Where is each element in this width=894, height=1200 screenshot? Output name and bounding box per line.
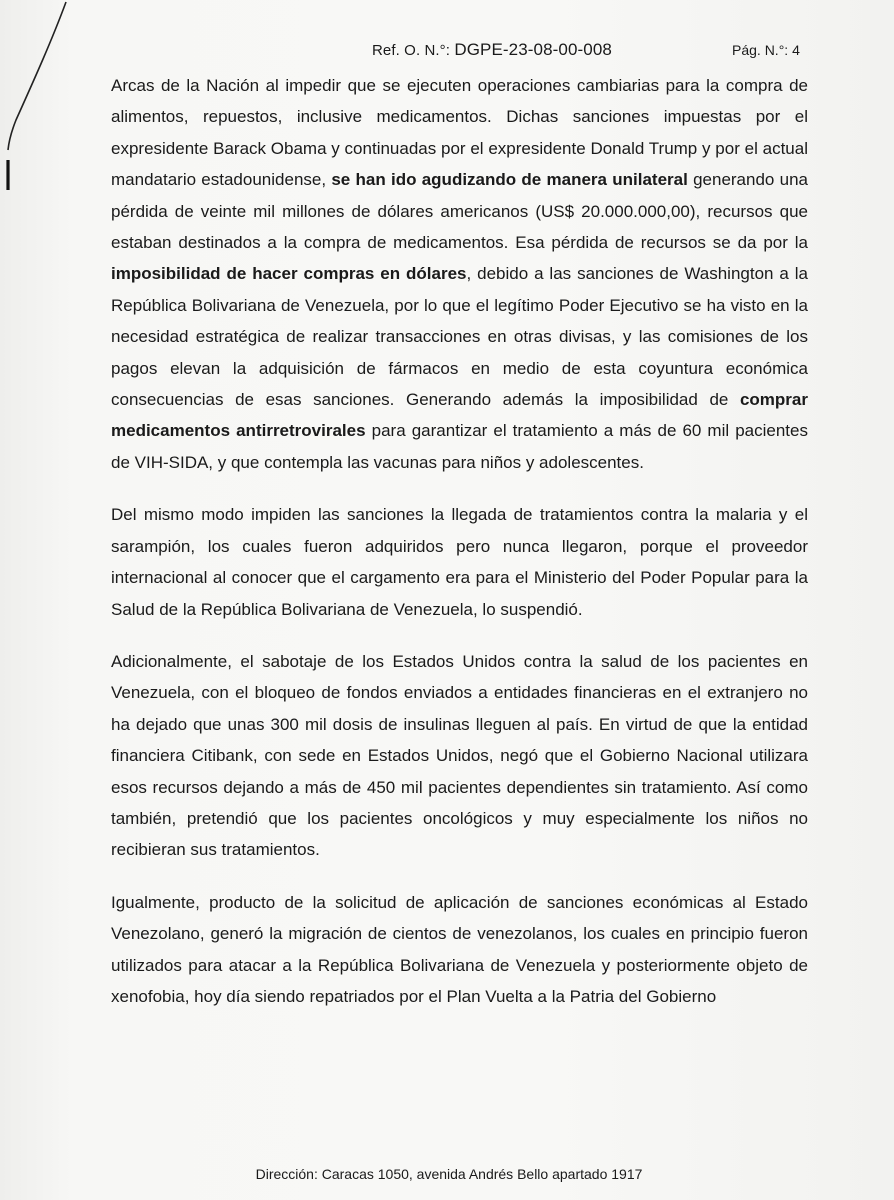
paragraph-text: Adicionalmente, el sabotaje de los Estados Unidos contra la salud de los pacientes en Venezuela, con el bloqueo de fondos enviados a entidades financieras en el extranjero no ha dejado que unas 300 mil dosis de insulinas lleguen al país. En virtud de que la entidad financiera Citibank, con sede en Estados Unidos, negó que el Gobierno Nacional utilizara esos recursos dejando a más de 450 mil pacientes dependientes sin tratamiento. Así como también, pretendió que los pacientes oncológicos y muy especialmente los niños no recibieran sus tratamientos. — [111, 651, 808, 860]
paragraph-text: Del mismo modo impiden las sanciones la llegada de tratamientos contra la malaria y el sarampión, los cuales fueron adquiridos pero nunca llegaron, porque el proveedor internacional al conocer que el cargamento era para el Ministerio del Poder Popular para la Salud de la República Bolivariana de Venezuela, lo suspendió. — [111, 505, 808, 619]
paragraph-4 — [111, 887, 808, 1013]
reference-label: Ref. O. N.°: — [372, 42, 451, 59]
reference-code: DGPE-23-08-00-008 — [454, 40, 612, 59]
handwritten-margin-mark — [0, 0, 80, 200]
bold-emphasis: se han ido agudizando de manera unilateral — [331, 170, 688, 190]
paragraph-text: para garantizar el tratamiento a más de 60 mil pacientes de VIH-SIDA, y que contempla las vacunas para niños y adolescentes. — [111, 421, 808, 472]
paragraph-text: Igualmente, producto de la solicitud de aplicación de sanciones económicas al Estado Venezolano, generó la migración de cientos de venezolanos, los cuales en principio fueron utilizados para atacar a la República Bolivariana de Venezuela y posteriormente objeto de xenofobia, hoy día siendo repatriados por el Plan Vuelta a la Patria del Gobierno — [111, 892, 808, 1006]
paragraph-1 — [111, 70, 808, 478]
paragraph-3 — [111, 646, 808, 866]
page-number: Pág. N.°: 4 — [732, 42, 800, 58]
bold-emphasis: imposibilidad de hacer compras en dólares — [111, 264, 467, 284]
paragraph-text: , debido a las sanciones de Washington a la República Bolivariana de Venezuela, por lo que el legítimo Poder Ejecutivo se ha visto en la necesidad estratégica de realizar transacciones en otras divisas, y las comisiones de los pagos elevan la adquisición de fármacos en medio de esta coyuntura económica consecuencias de esas sanciones. Generando además la imposibilidad de — [111, 264, 808, 410]
paragraph-text: Arcas de la Nación al impedir que se ejecuten operaciones cambiarias para la compra de alimentos, repuestos, inclusive medicamentos. Dichas sanciones impuestas por el expresidente Barack Obama y continuadas por el expresidente Donald Trump y por el actual mandatario estadounidense, — [111, 76, 808, 190]
document-footer — [0, 1166, 894, 1182]
reference-number — [372, 40, 612, 60]
bold-emphasis: comprar medicamentos antirretrovirales — [111, 390, 808, 441]
paragraph-text: generando una pérdida de veinte mil millones de dólares americanos (US$ 20.000.000,00), recursos que estaban destinados a la compra de medicamentos. Esa pérdida de recursos se da por la — [111, 170, 808, 253]
paragraph-2 — [111, 499, 808, 625]
document-body — [111, 70, 808, 1012]
document-header — [0, 36, 894, 66]
footer-address: Dirección: Caracas 1050, avenida Andrés Bello apartado 1917 — [255, 1166, 643, 1182]
